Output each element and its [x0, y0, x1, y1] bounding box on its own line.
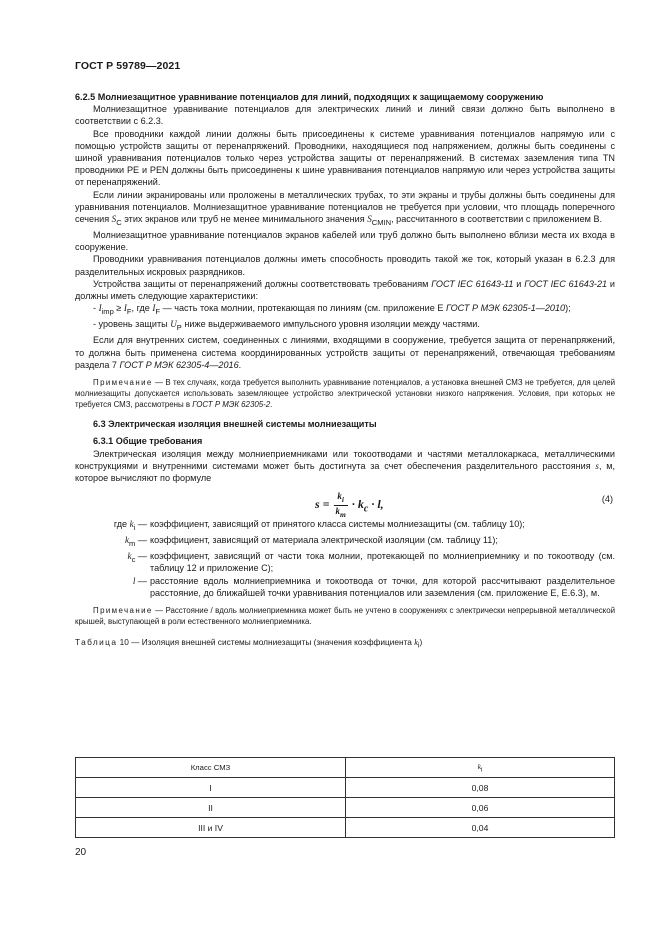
paragraph: Проводники уравнивания потенциалов должны иметь способность проводить такой же ток, который указан в 6.2.3 для разделительных искровых разрядников. — [75, 254, 615, 277]
subsection-heading-6-3-1: 6.3.1 Общие требования — [93, 436, 203, 447]
formula-4 — [75, 484, 615, 518]
table-row — [76, 798, 615, 818]
table-cell: III и IV — [76, 818, 346, 838]
formula-expression: s = $\frac{k_i}{k_m}$ · $k_c \cdot l$, — [315, 491, 384, 519]
table-10 — [75, 757, 615, 838]
standard-header: ГОСТ Р 59789—2021 — [75, 60, 181, 72]
paragraph: Если линии экранированы или проложены в металлических трубах, то эти экраны и трубы должны быть соединены для уравнивания потенциалов. Молниезащитное уравнивание потенциалов не требуется при условии, что площадь поперечного сечения $S_C$ этих экранов или труб не менее минимального значения $S_{CMIN}$, рассчитанного в соответствии с приложением В. — [75, 189, 615, 227]
table-header-row — [76, 758, 615, 778]
paragraph: Электрическая изоляция между молниеприемниками или токоотводами и частями металлокаркаса, металлическими конструкциями и внутренними системами может быть достигнута за счет обеспечения разделительного расстояния s, м, которое вычисляют по формуле — [75, 448, 615, 483]
section-heading-6-2-5: 6.2.5 Молниезащитное уравнивание потенциалов для линий, подходящих к защищаемому сооружению — [75, 92, 544, 102]
paragraph: Все проводники каждой линии должны быть присоединены к системе уравнивания потенциалов напрямую или с помощью устройств защиты от перенапряжений. Проводники, находящиеся под напряжением, должны быть соединены с шиной уравнивания потенциалов только через устройства защиты от перенапряжений. В системах заземления типа TN проводники PE и PEN должны быть присоединены к шине уравнивания потенциалов напрямую или через устройства защиты от перенапряжений. — [75, 128, 615, 188]
table-row — [76, 778, 615, 798]
paragraph: Молниезащитное уравнивание потенциалов экранов кабелей или труб должно быть выполнено вблизи места их входа в сооружение. — [75, 230, 615, 253]
table-cell: I — [76, 778, 346, 798]
definition-item: l — расстояние вдоль молниеприемника и токоотвода от точки, для которой рассчитывают разделительное расстояние, до ближайшей точки уравнивания потенциалов или заземления (см. приложение Е, Е.6.3), м. — [132, 575, 615, 598]
table-cell: II — [76, 798, 346, 818]
paragraph: Если для внутренних систем, соединенных с линиями, входящими в сооружение, требуется защита от перенапряжений, то должна быть применена система координированных устройств защиты от перенапряжений, отвечающая требованиям раздела 7 ГОСТ Р МЭК 62305-4—2016. — [75, 335, 615, 370]
table-row — [76, 818, 615, 838]
list-item: - $I_{imp} \ge I_F$, где $I_F$ — часть тока молнии, протекающая по линиям (см. приложение Е ГОСТ Р МЭК 62305-1—2010); — [93, 303, 571, 317]
definitions-list — [75, 518, 615, 599]
table-cell: 0,06 — [346, 798, 615, 818]
definition-item: где $k_i$ — коэффициент, зависящий от принятого класса системы молниезащиты (см. таблицу 10); — [113, 519, 525, 533]
definition-item: $k_c$ — коэффициент, зависящий от части тока молнии, протекающей по молниеприемнику и по токоотводу (см. таблицу 12 и приложение С); — [127, 551, 615, 574]
table-caption: Таблица 10 — Изоляция внешней системы молниезащиты (значения коэффициента $k_i$) — [75, 637, 423, 650]
page-content — [75, 91, 615, 653]
paragraph: Устройства защиты от перенапряжений должны соответствовать требованиям ГОСТ IEC 61643-11 и ГОСТ IEC 61643-21 и должны иметь следующие характеристики: — [75, 278, 615, 302]
column-header-ki: $k_i$ — [346, 758, 615, 778]
column-header-class: Класс СМЗ — [76, 758, 346, 778]
definition-item: $k_m$ — коэффициент, зависящий от материала электрической изоляции (см. таблицу 11); — [125, 535, 498, 549]
section-heading-6-3: 6.3 Электрическая изоляция внешней системы молниезащиты — [93, 419, 377, 430]
note: Примечание — В тех случаях, когда требуется выполнить уравнивание потенциалов, а установка внешней СМЗ не требуется, для целей молниезащиты допускается использовать заземляющее устройство электрической установки низкого напряжения. Условия, при которых не требуется СМЗ, рассмотрены в ГОСТ Р МЭК 62305-2. — [75, 377, 615, 410]
formula-number: (4) — [601, 494, 613, 505]
paragraph: Молниезащитное уравнивание потенциалов для электрических линий и линий связи должно быть выполнено в соответствии с 6.2.3. — [75, 104, 615, 127]
list-item: - уровень защиты $U_P$ ниже выдерживаемого импульсного уровня изоляции между частями. — [93, 319, 480, 333]
page-number: 20 — [75, 847, 87, 858]
table-cell: 0,08 — [346, 778, 615, 798]
table-cell: 0,04 — [346, 818, 615, 838]
note: Примечание — Расстояние / вдоль молниеприемника может быть не учтено в сооружениях с электрически непрерывной металлической крышей, выступающей в роли естественного молниеприемника. — [75, 606, 615, 627]
formula-fraction: $\frac{k_i}{k_m}$ — [335, 491, 346, 519]
